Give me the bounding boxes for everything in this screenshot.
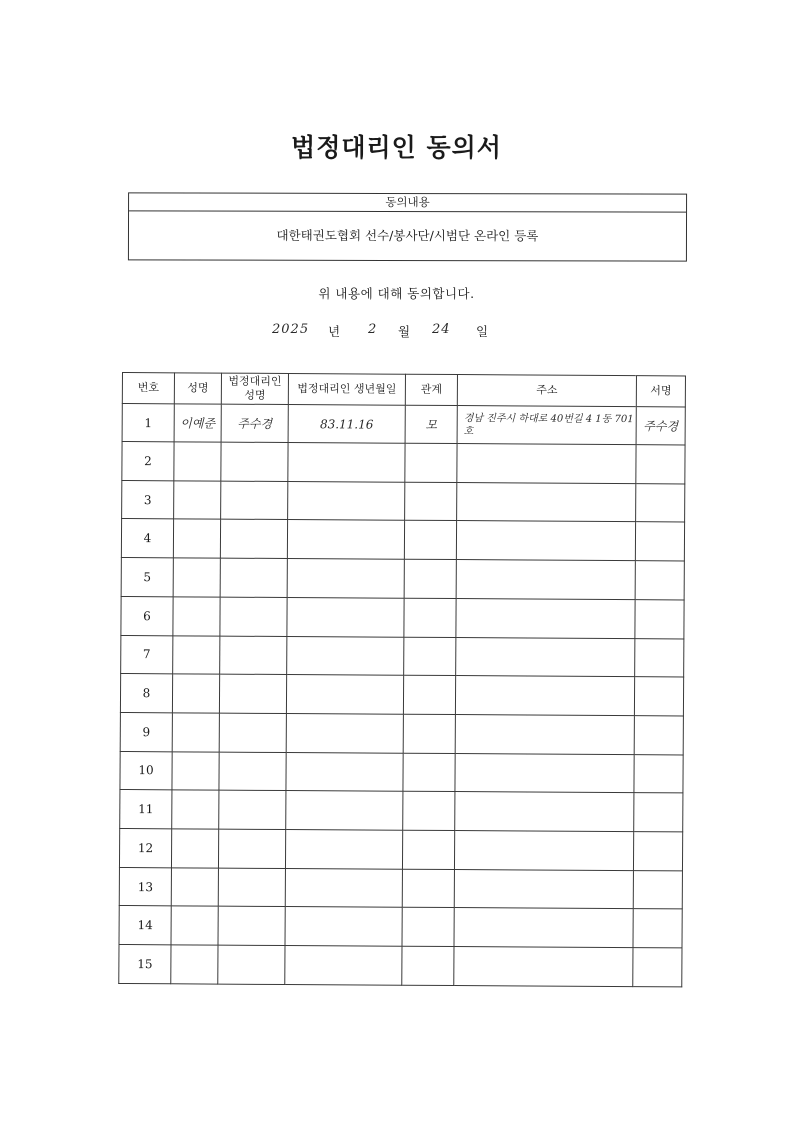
- row-guardian-name-cell: [218, 829, 285, 868]
- row-relation-cell: [403, 753, 455, 792]
- row-relation-cell: [405, 482, 457, 521]
- row-number: 2: [144, 453, 152, 469]
- row-name-cell: [174, 442, 221, 481]
- row-name-cell: [173, 597, 220, 636]
- row-number-cell: [121, 558, 173, 597]
- row-relation-cell: [403, 714, 455, 753]
- row-guardian-name-cell: [218, 868, 285, 907]
- row-guardian-birth-cell: [287, 520, 404, 559]
- row-guardian-name-cell: [219, 790, 286, 829]
- table-row: [122, 442, 685, 484]
- col-header-name: 성명: [174, 373, 221, 404]
- row-name-cell: [173, 635, 220, 674]
- row-guardian-birth-cell: [288, 405, 405, 444]
- row-signature-cell: [636, 483, 685, 522]
- row-guardian-name: 주수경: [237, 416, 273, 431]
- row-relation-cell: [403, 792, 455, 831]
- row-signature-cell: [634, 677, 683, 716]
- row-address-cell: [457, 444, 636, 484]
- row-name-cell: [174, 404, 221, 442]
- row-guardian-name-cell: [221, 404, 288, 442]
- row-number: 12: [137, 840, 154, 856]
- row-name-cell: [173, 558, 220, 597]
- row-relation-cell: [405, 443, 457, 482]
- row-address-cell: [454, 947, 633, 987]
- row-number: 3: [143, 492, 152, 507]
- row-number-cell: [121, 635, 173, 674]
- row-address-cell: [456, 521, 635, 561]
- row-address-cell: [455, 714, 634, 754]
- row-number: 13: [137, 879, 154, 894]
- row-relation-cell: [404, 521, 456, 560]
- row-signature-cell: [633, 909, 682, 948]
- row-guardian-name-cell: [221, 442, 288, 481]
- row-guardian-birth-cell: [288, 481, 405, 520]
- table-row: [120, 712, 683, 754]
- row-relation: 모: [425, 417, 438, 432]
- row-number-cell: [122, 404, 174, 442]
- row-address-cell: [456, 598, 635, 638]
- table-row: [119, 906, 682, 948]
- table-row: [119, 945, 682, 987]
- row-name-cell: [172, 713, 219, 752]
- row-address-cell: [456, 560, 635, 600]
- row-guardian-birth: 83.11.16: [319, 416, 374, 432]
- row-relation-cell: [402, 869, 454, 908]
- row-relation-cell: [402, 946, 454, 985]
- document-title: 법정대리인 동의서: [291, 133, 502, 162]
- row-number: 5: [143, 570, 152, 585]
- row-guardian-birth-cell: [287, 559, 404, 598]
- row-address-cell: [454, 869, 633, 909]
- row-relation-cell: [403, 675, 455, 714]
- row-name-cell: [172, 751, 219, 790]
- row-number: 6: [143, 608, 151, 623]
- agreement-statement: 위 내용에 대해 동의합니다.: [318, 286, 475, 301]
- col-header-address: 주소: [457, 375, 636, 407]
- row-guardian-name-cell: [218, 907, 285, 946]
- row-number: 10: [138, 763, 154, 778]
- row-name-cell: [174, 481, 221, 520]
- row-guardian-name-cell: [220, 558, 287, 597]
- row-number-cell: [120, 790, 172, 829]
- row-relation-cell: [402, 908, 454, 947]
- row-guardian-name-cell: [218, 945, 285, 984]
- guardian-table: [118, 372, 686, 987]
- row-address-cell: [454, 831, 633, 871]
- row-name-cell: [171, 868, 218, 907]
- row-signature-cell: [633, 870, 682, 909]
- row-relation-cell: [404, 598, 456, 637]
- row-relation-cell: [405, 405, 457, 443]
- row-name: 이예준: [180, 416, 216, 431]
- row-number-cell: [121, 596, 173, 635]
- date-day-unit: 일: [476, 324, 489, 339]
- table-row: [122, 404, 685, 445]
- row-number: 7: [142, 647, 151, 662]
- row-signature-cell: [633, 948, 682, 987]
- row-guardian-birth-cell: [286, 752, 403, 791]
- row-number: 4: [143, 531, 152, 546]
- row-guardian-birth-cell: [286, 713, 403, 752]
- row-signature-cell: [636, 407, 685, 445]
- row-number-cell: [122, 442, 174, 481]
- row-name-cell: [171, 829, 218, 868]
- row-relation-cell: [404, 559, 456, 598]
- table-row: [120, 674, 683, 716]
- row-signature: 주수경: [643, 419, 679, 434]
- col-header-number: 번호: [122, 373, 174, 404]
- row-guardian-name-cell: [220, 520, 287, 559]
- row-guardian-birth-cell: [286, 791, 403, 830]
- row-guardian-birth-cell: [288, 443, 405, 482]
- row-guardian-name-cell: [221, 481, 288, 520]
- date-year-unit: 년: [328, 324, 341, 339]
- table-row: [121, 519, 684, 561]
- row-number-cell: [121, 519, 173, 558]
- row-relation-cell: [404, 637, 456, 676]
- consent-header: 동의내용: [129, 193, 686, 212]
- row-number-cell: [120, 712, 172, 751]
- row-address-cell: [457, 482, 636, 522]
- row-number-cell: [122, 480, 174, 519]
- row-address-cell: [455, 753, 634, 793]
- row-number-cell: [120, 674, 172, 713]
- row-signature-cell: [635, 561, 684, 600]
- row-relation-cell: [402, 830, 454, 869]
- consent-content-box: [128, 192, 687, 261]
- row-number-cell: [119, 867, 171, 906]
- row-signature-cell: [635, 599, 684, 638]
- table-row: [121, 596, 684, 638]
- date-row: [272, 322, 502, 346]
- row-guardian-birth-cell: [287, 597, 404, 636]
- row-guardian-name-cell: [219, 713, 286, 752]
- col-header-relation: 관계: [405, 374, 457, 405]
- row-signature-cell: [633, 832, 682, 871]
- row-number-cell: [119, 906, 171, 945]
- row-number: 14: [137, 918, 153, 933]
- table-row: [120, 790, 683, 832]
- row-address: 경남 진주시 하대로 40번길 4 1동 701호: [463, 412, 634, 437]
- row-address-cell: [455, 676, 634, 716]
- row-number-cell: [119, 945, 171, 984]
- row-guardian-birth-cell: [287, 636, 404, 675]
- row-number-cell: [119, 829, 171, 868]
- row-number: 11: [138, 802, 154, 817]
- row-number: 15: [137, 957, 153, 972]
- row-name-cell: [171, 906, 218, 945]
- col-header-guardian-name: 법정대리인 성명: [221, 373, 288, 404]
- row-address-cell: [454, 908, 633, 948]
- row-address-cell: [456, 637, 635, 677]
- consent-body: 대한태권도협회 선수/봉사단/시범단 온라인 등록: [276, 227, 539, 244]
- row-guardian-name-cell: [220, 636, 287, 675]
- row-guardian-name-cell: [219, 752, 286, 791]
- table-row: [120, 751, 683, 793]
- row-guardian-birth-cell: [285, 907, 402, 946]
- row-number: 9: [142, 724, 151, 739]
- row-name-cell: [171, 945, 218, 984]
- col-header-signature: 서명: [636, 376, 685, 407]
- table-row: [122, 480, 685, 522]
- table-row: [119, 829, 682, 871]
- row-signature-cell: [634, 716, 683, 755]
- row-guardian-birth-cell: [285, 946, 402, 986]
- row-number: 1: [144, 415, 153, 430]
- row-signature-cell: [634, 793, 683, 832]
- table-row: [121, 558, 684, 600]
- date-month-unit: 월: [398, 324, 411, 339]
- row-guardian-birth-cell: [285, 830, 402, 869]
- col-header-guardian-birth: 법정대리인 생년월일: [288, 374, 405, 406]
- row-name-cell: [172, 790, 219, 829]
- date-month: 2: [368, 322, 378, 337]
- row-guardian-name-cell: [219, 674, 286, 713]
- row-number-cell: [120, 751, 172, 790]
- row-signature-cell: [635, 522, 684, 561]
- row-guardian-name-cell: [220, 597, 287, 636]
- date-day: 24: [432, 322, 451, 337]
- date-year: 2025: [272, 322, 310, 337]
- table-header-row: [122, 373, 685, 407]
- table-row: [121, 635, 684, 677]
- row-name-cell: [172, 674, 219, 713]
- row-name-cell: [173, 519, 220, 558]
- row-signature-cell: [635, 638, 684, 677]
- row-signature-cell: [634, 754, 683, 793]
- row-address-cell: [455, 792, 634, 832]
- table-row: [119, 867, 682, 909]
- row-number: 8: [142, 686, 151, 701]
- row-signature-cell: [636, 445, 685, 484]
- row-address-cell: [457, 406, 636, 445]
- row-guardian-birth-cell: [286, 675, 403, 714]
- row-guardian-birth-cell: [285, 868, 402, 907]
